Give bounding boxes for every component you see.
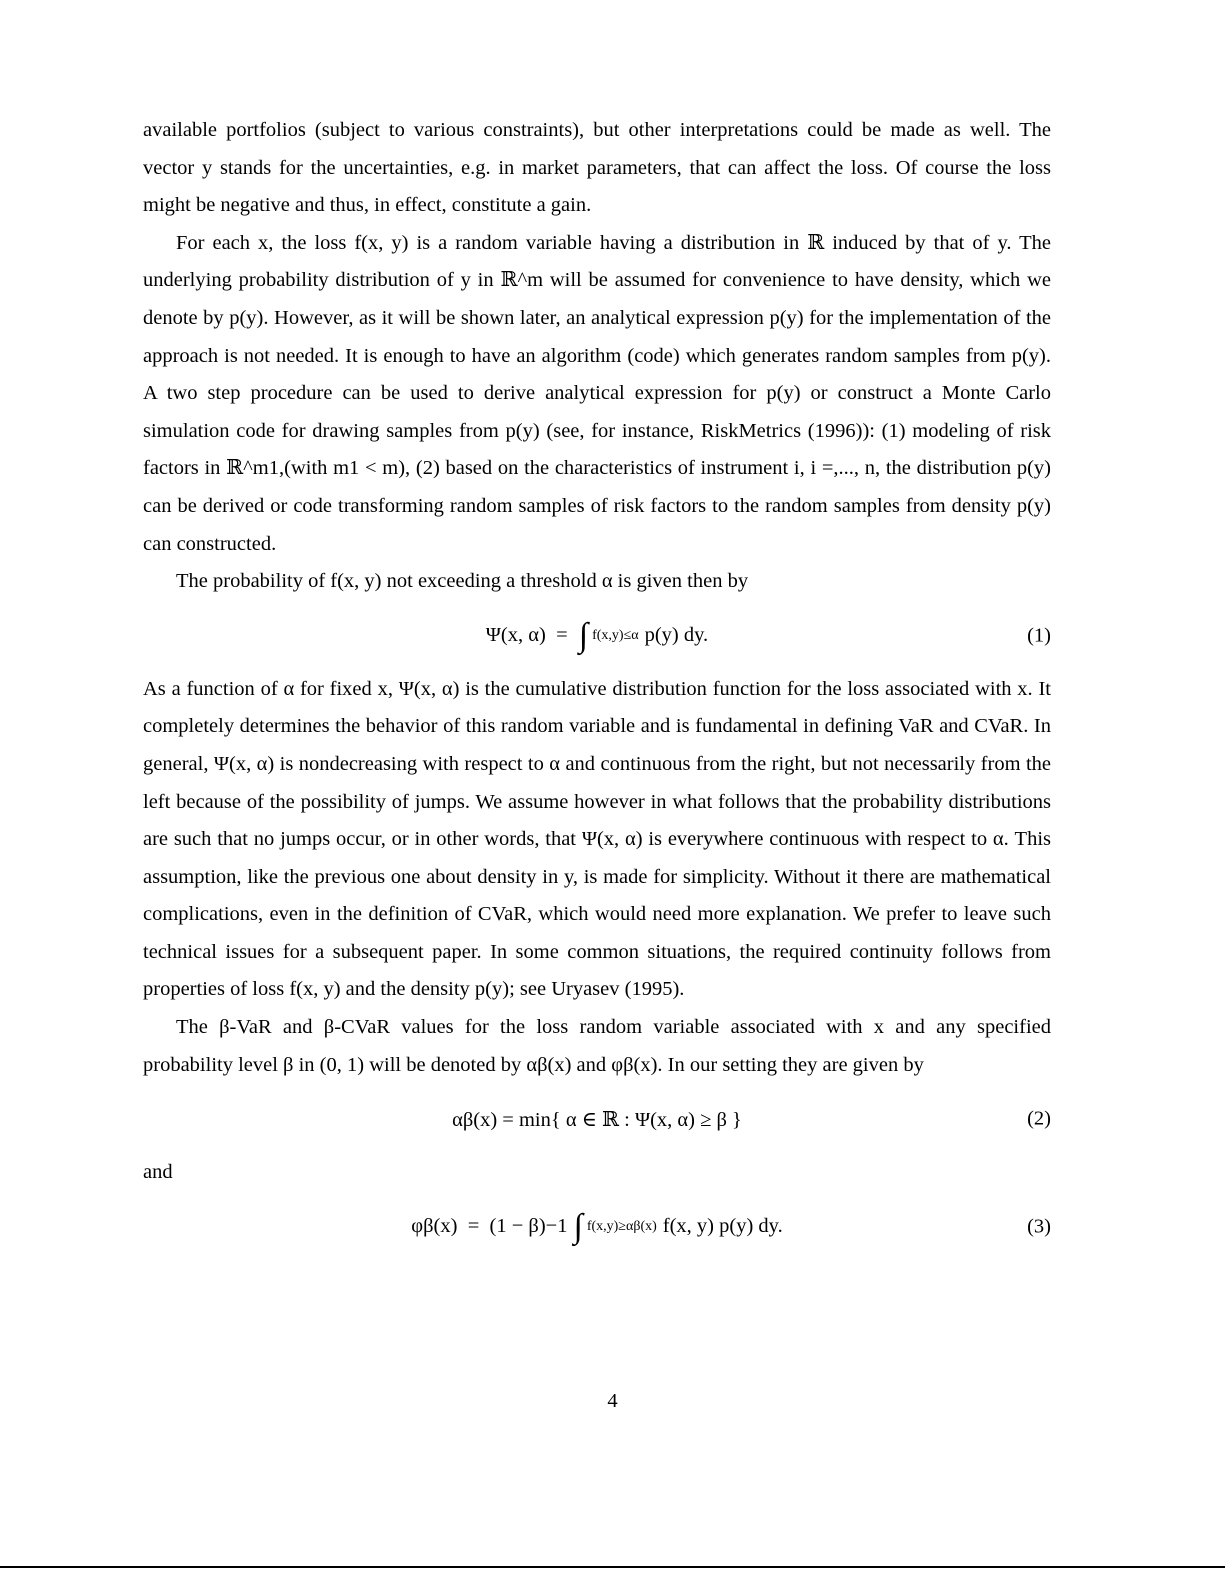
eq3-lhs: φβ(x) bbox=[411, 1215, 458, 1238]
paragraph-and: and bbox=[143, 1161, 173, 1184]
eq1-domain: f(x,y)≤α bbox=[592, 627, 639, 643]
eq1-op: = bbox=[556, 624, 568, 647]
paragraph-5: The β-VaR and β-CVaR values for the loss random variable associated with x and any specified probability level β in (0, 1) will be denoted by αβ(x) and φβ(x). In our setting they are given by bbox=[143, 1016, 1051, 1076]
eq3-domain: f(x,y)≥αβ(x) bbox=[586, 1218, 657, 1234]
eq1-integrand: p(y) dy. bbox=[644, 624, 709, 647]
eq3-factor: (1 − β)−1 bbox=[489, 1215, 568, 1238]
page-number: 4 bbox=[607, 1390, 618, 1412]
eq1-lhs: Ψ(x, α) bbox=[485, 624, 546, 647]
paragraph-4: As a function of α for fixed x, Ψ(x, α) is the cumulative distribution function for the loss associated with x. It completely determines the behavior of this random variable and is fundamental in defining VaR and CVaR. In general, Ψ(x, α) is nondecreasing with respect to α and continuous from the right, but not necessarily from the left because of the possibility of jumps. We assume however in what follows that the probability distributions are such that no jumps occur, or in other words, that Ψ(x, α) is everywhere continuous with respect to α. This assumption, like the previous one about density in y, is made for simplicity. Without it there are mathematical complications, even in the definition of CVaR, which would need more explanation. We prefer to leave such technical issues for a subsequent paper. In some common situations, the required continuity follows from properties of loss f(x, y) and the density p(y); see Uryasev (1995). bbox=[143, 677, 1051, 1001]
bottom-rule bbox=[0, 1566, 1225, 1568]
paragraph-3: The probability of f(x, y) not exceeding a threshold α is given then by bbox=[176, 570, 749, 593]
equation-2 bbox=[143, 1084, 1051, 1154]
eq2-expr: αβ(x) = min{ α ∈ ℝ : Ψ(x, α) ≥ β } bbox=[452, 1108, 742, 1131]
eq1-number: (1) bbox=[1027, 624, 1051, 647]
integral-icon: ∫ bbox=[578, 616, 589, 654]
equation-1 bbox=[143, 601, 1051, 671]
eq3-integrand: f(x, y) p(y) dy. bbox=[662, 1215, 783, 1238]
eq3-op: = bbox=[467, 1215, 480, 1238]
paragraph-1: available portfolios (subject to various constraints), but other interpretations could be made as well. The vector y stands for the uncertainties, e.g. in market parameters, that can affect the loss. Of course the loss might be negative and thus, in effect, constitute a gain. bbox=[143, 119, 1051, 217]
paragraph-2: For each x, the loss f(x, y) is a random variable having a distribution in ℝ induced by that of y. The underlying probability distribution of y in ℝ^m will be assumed for convenience to have density, which we denote by p(y). However, as it will be shown later, an analytical expression p(y) for the implementation of the approach is not needed. It is enough to have an algorithm (code) which generates random samples from p(y). A two step procedure can be used to derive analytical expression for p(y) or construct a Monte Carlo simulation code for drawing samples from p(y) (see, for instance, RiskMetrics (1996)): (1) modeling of risk factors in ℝ^m1,(with m1 < m), (2) based on the characteristics of instrument i, i =,..., n, the distribution p(y) can be derived or code transforming random samples of risk factors to the random samples from density p(y) can constructed. bbox=[143, 231, 1051, 555]
eq3-number: (3) bbox=[1027, 1215, 1051, 1238]
eq2-number: (2) bbox=[1027, 1107, 1051, 1130]
integral-icon: ∫ bbox=[573, 1207, 583, 1245]
paper-body bbox=[143, 112, 1051, 1262]
equation-3 bbox=[143, 1192, 1051, 1262]
